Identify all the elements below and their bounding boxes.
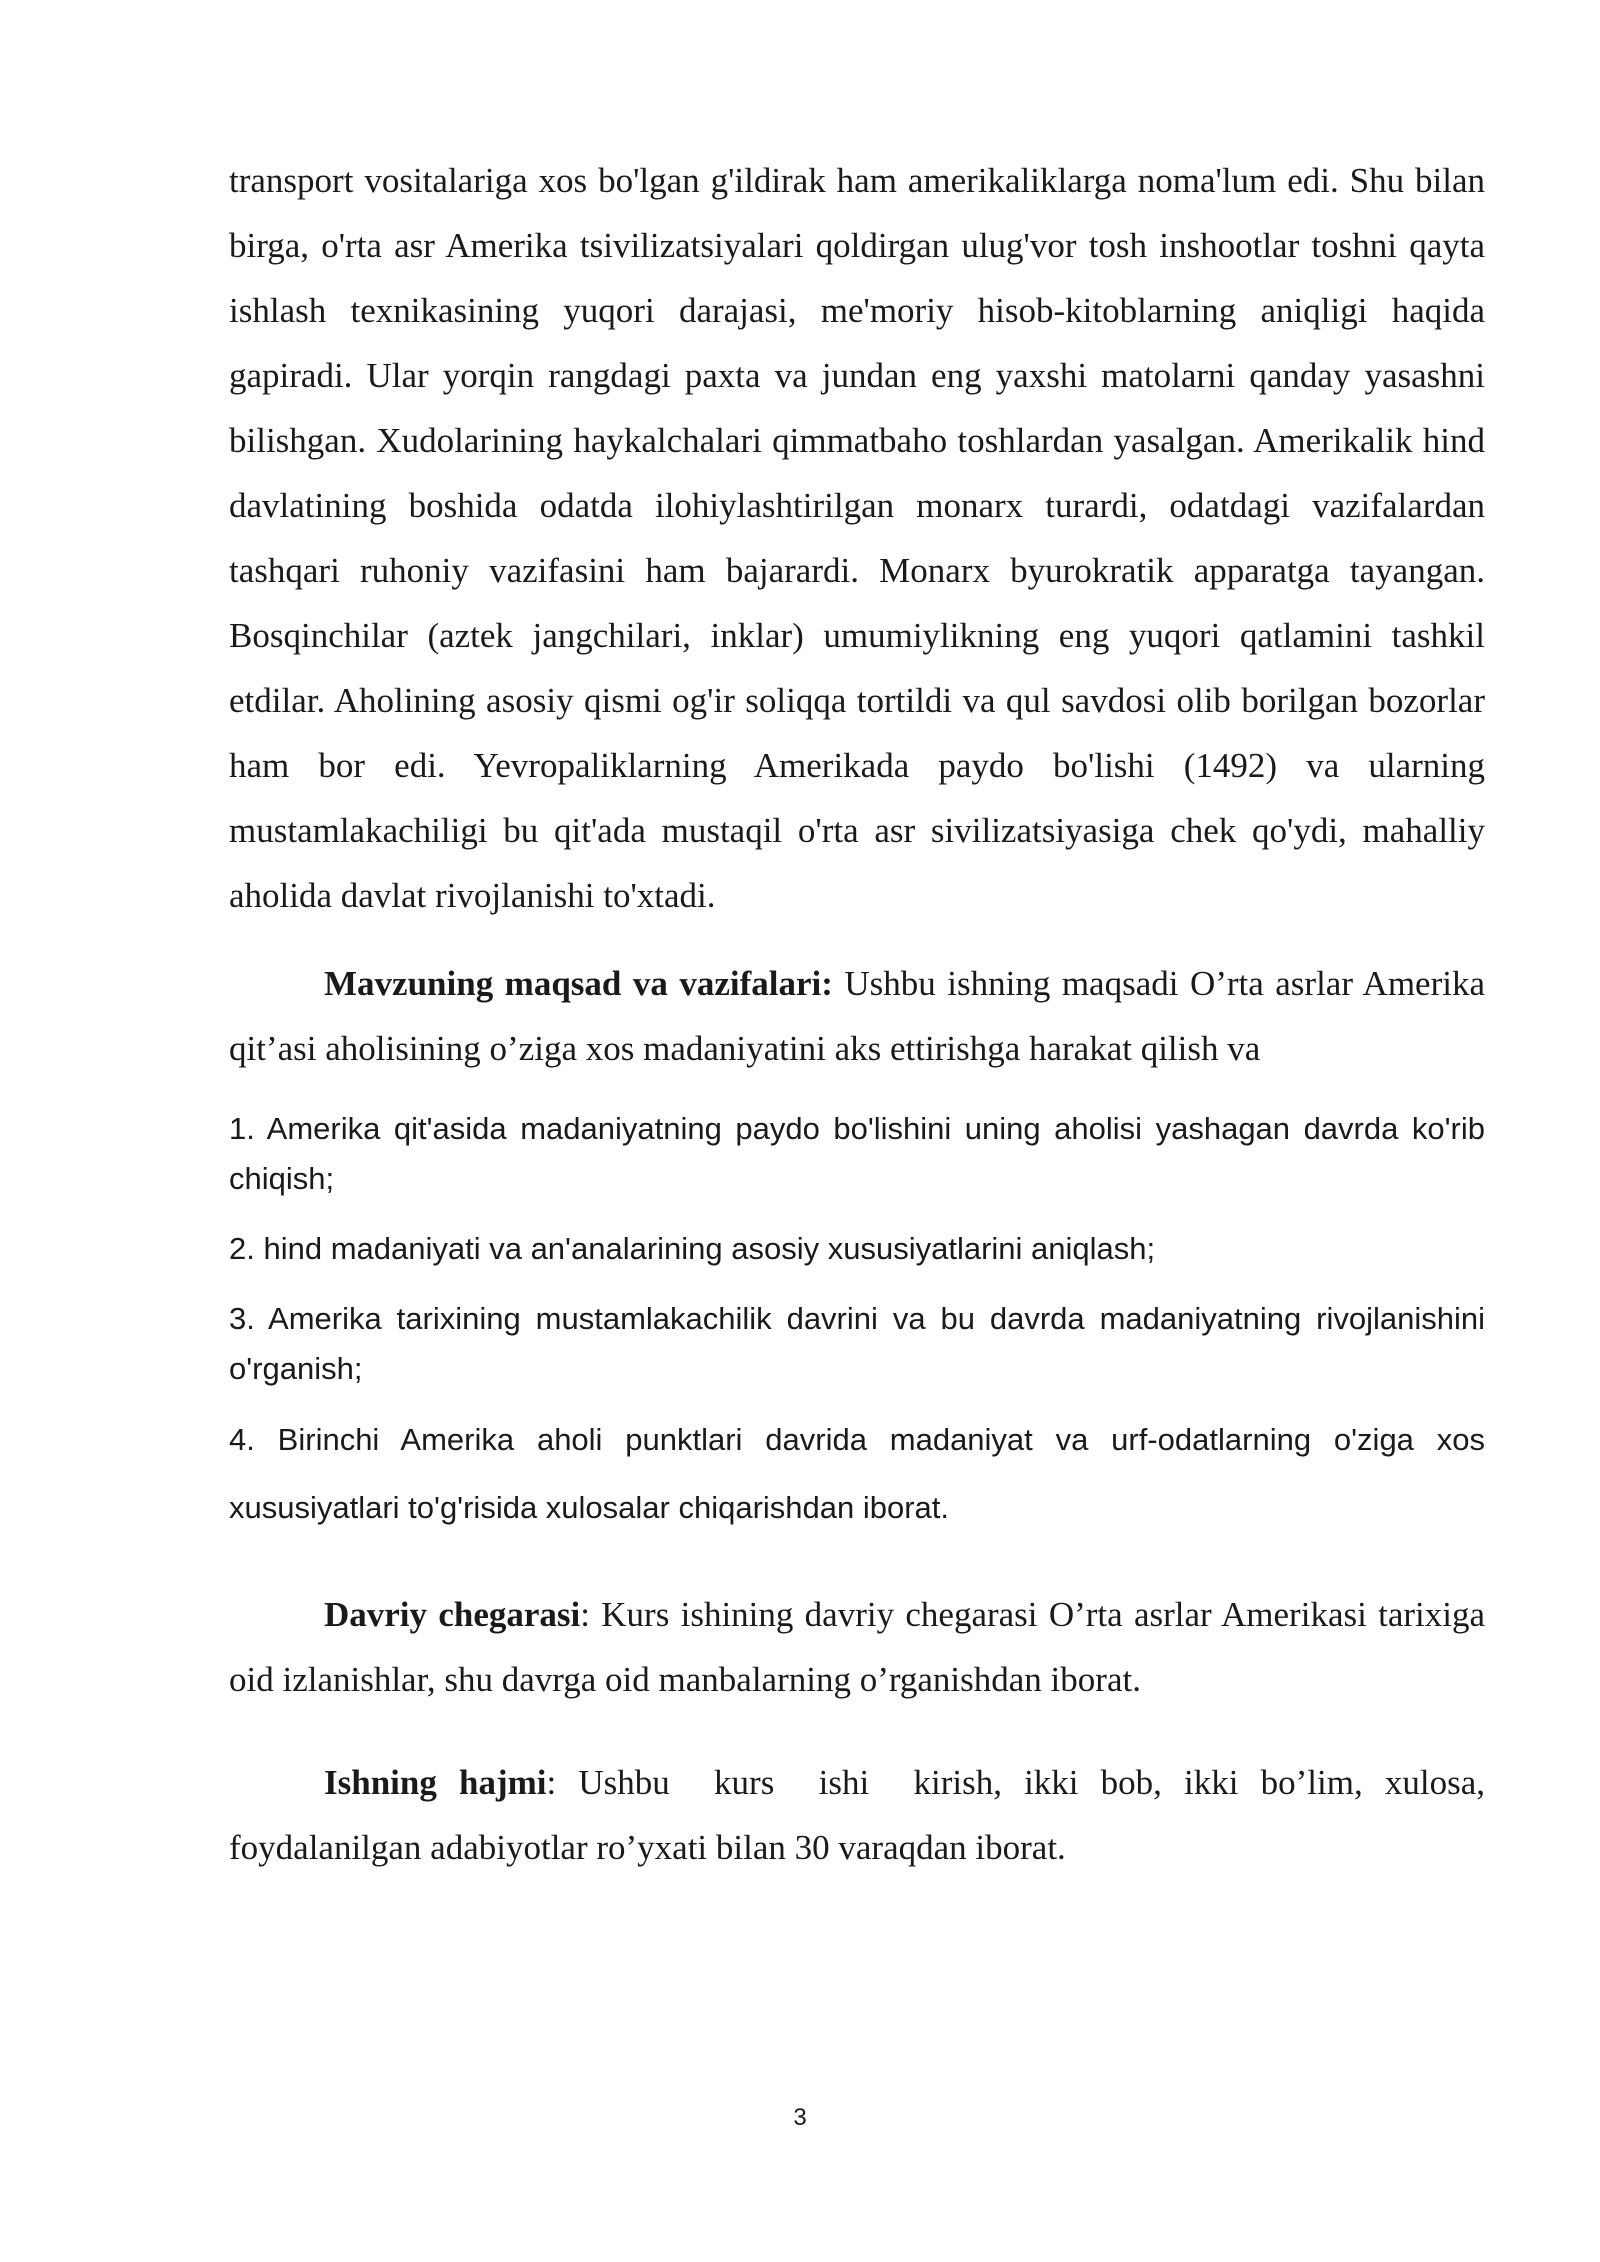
list-item: 1. Amerika qit'asida madaniyatning paydo bo'lishini uning aholisi yashagan davrda ko'rib chiqish; xyxy=(229,1111,1485,1196)
volume-heading: Ishning hajmi xyxy=(324,1763,547,1802)
document-page xyxy=(229,148,1494,1880)
period-paragraph xyxy=(229,1582,1485,1712)
tasks-list xyxy=(229,1104,1485,1542)
goals-heading: Mavzuning maqsad va vazifalari: xyxy=(324,964,833,1003)
page-number: 3 xyxy=(793,2104,807,2131)
period-text: : Kurs ishining davriy chegarasi O’rta asrlar Amerikasi tarixiga oid izlanishlar, shu davrga oid manbalarning o’rganishdan iborat. xyxy=(229,1595,1486,1699)
list-item: 3. Amerika tarixining mustamlakachilik davrini va bu davrda madaniyatning rivojlanishini o'rganish; xyxy=(229,1301,1485,1386)
volume-text: : Ushbu kurs ishi kirish, ikki bob, ikki bo’lim, xulosa, foydalanilgan adabiyotlar ro’yxati bilan 30 varaqdan iborat. xyxy=(229,1763,1494,1867)
list-item: 4. Birinchi Amerika aholi punktlari davrida madaniyat va urf-odatlarning o'ziga xos xususiyatlari to'g'risida xulosalar chiqarishdan iborat. xyxy=(229,1422,1485,1525)
period-heading: Davriy chegarasi xyxy=(324,1595,581,1634)
intro-paragraph: transport vositalariga xos bo'lgan g'ildirak ham amerikaliklarga noma'lum edi. Shu bilan birga, o'rta asr Amerika tsivilizatsiyalari qoldirgan ulug'vor tosh inshootlar toshni qayta ishlash texnikasining yuqori darajasi, me'moriy hisob-kitoblarning aniqligi haqida gapiradi. Ular yorqin rangdagi paxta va jundan eng yaxshi matolarni qanday yasashni bilishgan. Xudolarining haykalchalari qimmatbaho toshlardan yasalgan. Amerikalik hind davlatining boshida odatda ilohiylashtirilgan monarx turardi, odatdagi vazifalardan tashqari ruhoniy vazifasini ham bajarardi. Monarx byurokratik apparatga tayangan. Bosqinchilar (aztek jangchilari, inklar) umumiylikning eng yuqori qatlamini tashkil etdilar. Aholining asosiy qismi og'ir soliqqa tortildi va qul savdosi olib borilgan bozorlar ham bor edi. Yevropaliklarning Amerikada paydo bo'lishi (1492) va ularning mustamlakachiligi bu qit'ada mustaqil o'rta asr sivilizatsiyasiga chek qo'ydi, mahalliy aholida davlat rivojlanishi to'xtadi. xyxy=(229,161,1485,915)
goals-text: Ushbu ishning maqsadi O’rta asrlar Amerika qit’asi aholisining o’ziga xos madaniyatini aks ettirishga harakat qilish va xyxy=(229,964,1485,1068)
list-item: 2. hind madaniyati va an'analarining asosiy xususiyatlarini aniqlash; xyxy=(229,1231,1156,1266)
goals-paragraph xyxy=(229,951,1485,1081)
volume-paragraph xyxy=(229,1750,1494,1880)
